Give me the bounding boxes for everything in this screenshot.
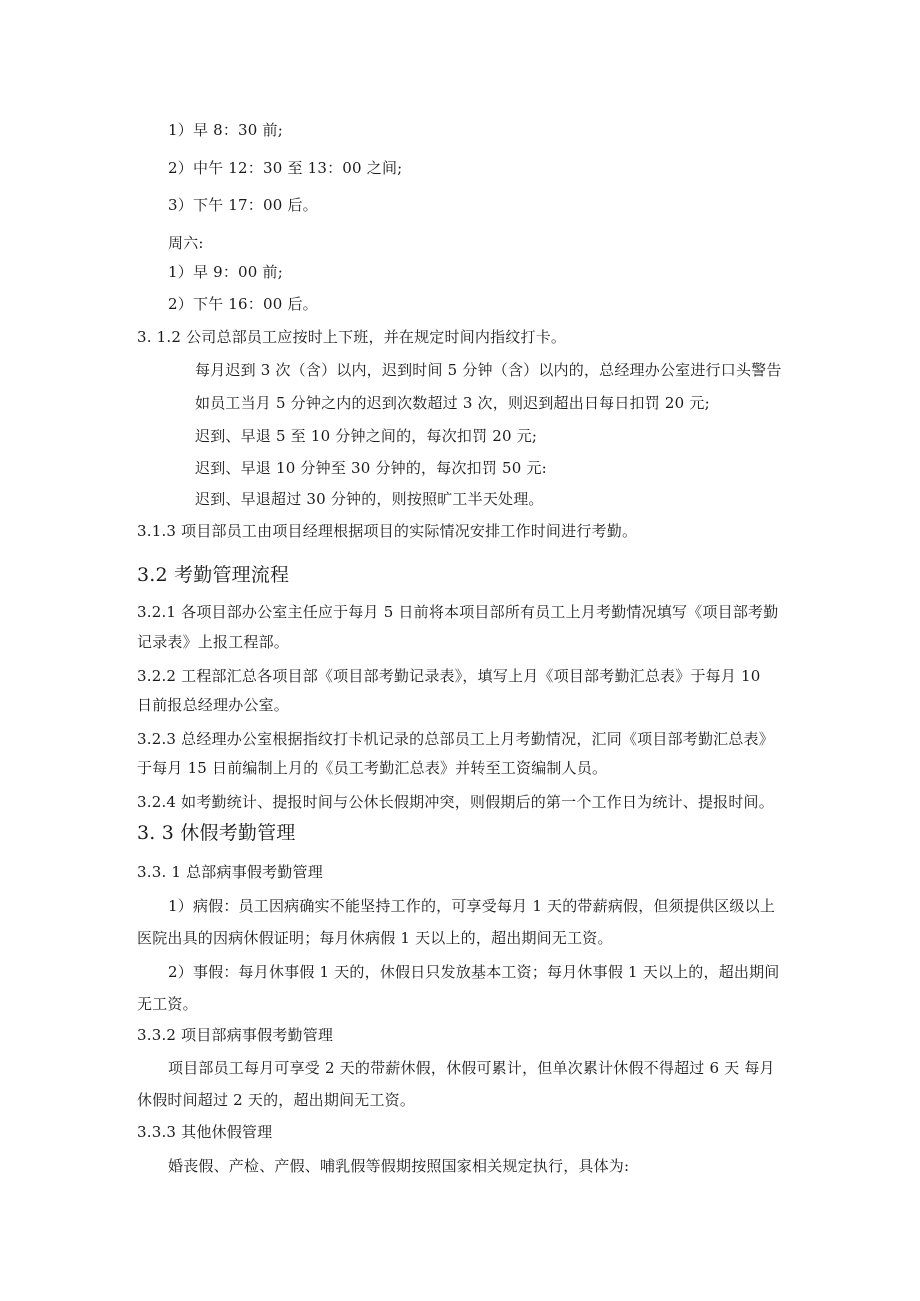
section-3-2-2-line-1: 3.2.2 工程部汇总各项目部《项目部考勤记录表》，填写上月《项目部考勤汇总表》于每月 10 bbox=[137, 667, 761, 685]
rule-item: 如员工当月 5 分钟之内的迟到次数超过 3 次，则迟到超出日每日扣罚 20 元; bbox=[195, 394, 710, 412]
weekday-time-1: 1）早 8：30 前; bbox=[168, 121, 283, 139]
personal-leave-line-1: 2）事假：每月休事假 1 天的，休假日只发放基本工资；每月休事假 1 天以上的，超出期间 bbox=[168, 963, 780, 981]
personal-leave-line-2: 无工资。 bbox=[137, 995, 198, 1013]
rule-item: 每月迟到 3 次（含）以内，迟到时间 5 分钟（含）以内的，总经理办公室进行口头警告 bbox=[195, 361, 782, 379]
section-3-2-4: 3.2.4 如考勤统计、提报时间与公休长假期冲突，则假期后的第一个工作日为统计、提报时间。 bbox=[137, 793, 774, 811]
section-3-3-title: 3. 3 休假考勤管理 bbox=[137, 822, 296, 844]
project-leave-line-1: 项目部员工每月可享受 2 天的带薪休假，休假可累计，但单次累计休假不得超过 6 天 每月 bbox=[168, 1059, 775, 1077]
rule-item: 迟到、早退 10 分钟至 30 分钟的，每次扣罚 50 元: bbox=[195, 459, 547, 477]
section-3-3-2-heading: 3.3.2 项目部病事假考勤管理 bbox=[137, 1026, 334, 1044]
section-3-3-3-heading: 3.3.3 其他休假管理 bbox=[137, 1123, 273, 1141]
section-3-2-title: 3.2 考勤管理流程 bbox=[137, 564, 290, 586]
rule-item: 迟到、早退 5 至 10 分钟之间的，每次扣罚 20 元; bbox=[195, 427, 538, 445]
section-3-2-3-line-1: 3.2.3 总经理办公室根据指纹打卡机记录的总部员工上月考勤情况，汇同《项目部考勤汇总表》 bbox=[137, 730, 774, 748]
section-3-3-1-heading: 3.3. 1 总部病事假考勤管理 bbox=[137, 863, 323, 881]
section-3-2-3-line-2: 于每月 15 日前编制上月的《员工考勤汇总表》并转至工资编制人员。 bbox=[137, 759, 608, 777]
saturday-label: 周六: bbox=[168, 234, 204, 252]
other-leave-body: 婚丧假、产检、产假、哺乳假等假期按照国家相关规定执行，具体为: bbox=[168, 1157, 630, 1175]
saturday-time-1: 1）早 9：00 前; bbox=[168, 263, 283, 281]
saturday-time-2: 2）下午 16：00 后。 bbox=[168, 295, 318, 313]
section-3-1-2-heading: 3. 1.2 公司总部员工应按时上下班，并在规定时间内指纹打卡。 bbox=[137, 328, 567, 346]
rule-item: 迟到、早退超过 30 分钟的，则按照旷工半天处理。 bbox=[195, 490, 544, 508]
project-leave-line-2: 休假时间超过 2 天的，超出期间无工资。 bbox=[137, 1091, 416, 1109]
weekday-time-2: 2）中午 12：30 至 13：00 之间; bbox=[168, 159, 403, 177]
section-3-2-1-line-2: 记录表》上报工程部。 bbox=[137, 633, 290, 651]
section-3-2-2-line-2: 日前报总经理办公室。 bbox=[137, 696, 290, 714]
sick-leave-line-2: 医院出具的因病休假证明；每月休病假 1 天以上的，超出期间无工资。 bbox=[137, 929, 613, 947]
section-3-1-3: 3.1.3 项目部员工由项目经理根据项目的实际情况安排工作时间进行考勤。 bbox=[137, 522, 638, 540]
sick-leave-line-1: 1）病假：员工因病确实不能坚持工作的，可享受每月 1 天的带薪病假，但须提供区级以上 bbox=[168, 897, 776, 915]
weekday-time-3: 3）下午 17：00 后。 bbox=[168, 196, 318, 214]
section-3-2-1-line-1: 3.2.1 各项目部办公室主任应于每月 5 日前将本项目部所有员工上月考勤情况填写《项目部考勤 bbox=[137, 603, 779, 621]
